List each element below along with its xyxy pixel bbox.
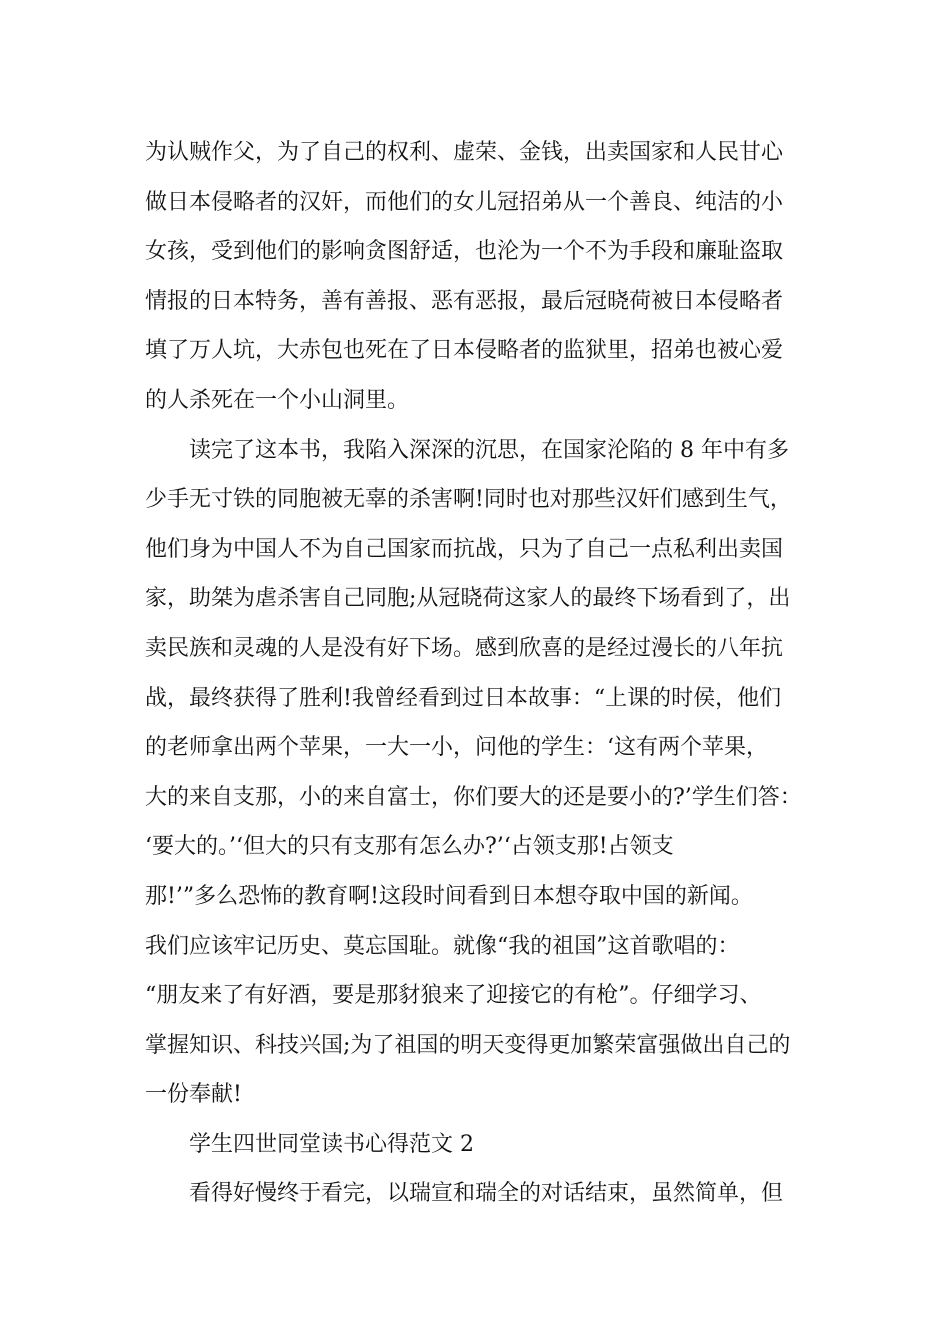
text-line: 填了万人坑，大赤包也死在了日本侵略者的监狱里，招弟也被心爱 <box>145 338 784 364</box>
text-line: 那!’”多么恐怖的教育啊!这段时间看到日本想夺取中国的新闻。 <box>145 883 753 909</box>
text-line: 战，最终获得了胜利!我曾经看到过日本故事：“上课的时侯，他们 <box>145 685 782 711</box>
section-heading: 学生四世同堂读书心得范文 2 <box>189 1131 474 1157</box>
text-line: 的老师拿出两个苹果，一大一小，问他的学生：‘这有两个苹果， <box>145 735 768 761</box>
text-line: 掌握知识、科技兴国;为了祖国的明天变得更加繁荣富强做出自己的 <box>145 1032 791 1058</box>
text-line: 家，助桀为虐杀害自己同胞;从冠晓荷这家人的最终下场看到了，出 <box>145 586 791 612</box>
text-line: 做日本侵略者的汉奸，而他们的女儿冠招弟从一个善良、纯洁的小 <box>145 189 784 215</box>
text-line: 女孩，受到他们的影响贪图舒适，也沦为一个不为手段和廉耻盗取 <box>145 239 784 265</box>
text-line: 大的来自支那，小的来自富士，你们要大的还是要小的?’学生们答： <box>145 784 802 810</box>
text-line: “朋友来了有好酒，要是那豺狼来了迎接它的有枪”。仔细学习、 <box>145 983 762 1009</box>
text-line: 为认贼作父，为了自己的权利、虚荣、金钱，出卖国家和人民甘心 <box>145 140 784 165</box>
paragraph-start-line: 读完了这本书，我陷入深深的沉思，在国家沦陷的 8 年中有多 <box>189 437 789 463</box>
document-body <box>145 128 815 1219</box>
text-line: 一份奉献! <box>145 1082 242 1108</box>
text-line: 他们身为中国人不为自己国家而抗战，只为了自己一点私利出卖国 <box>145 536 784 562</box>
text-line: 的人杀死在一个小山洞里。 <box>145 387 410 413</box>
text-line: 卖民族和灵魂的人是没有好下场。感到欣喜的是经过漫长的八年抗 <box>145 635 784 661</box>
text-line: 少手无寸铁的同胞被无辜的杀害啊!同时也对那些汉奸们感到生气， <box>145 487 792 513</box>
text-line: ‘要大的。’‘但大的只有支那有怎么办?’‘占领支那!占领支 <box>145 834 674 860</box>
text-line: 情报的日本特务，善有善报、恶有恶报，最后冠晓荷被日本侵略者 <box>145 288 784 314</box>
text-line: 我们应该牢记历史、莫忘国耻。就像“我的祖国”这首歌唱的： <box>145 933 740 959</box>
paragraph-start-line: 看得好慢终于看完，以瑞宣和瑞全的对话结束，虽然简单，但 <box>189 1181 784 1207</box>
